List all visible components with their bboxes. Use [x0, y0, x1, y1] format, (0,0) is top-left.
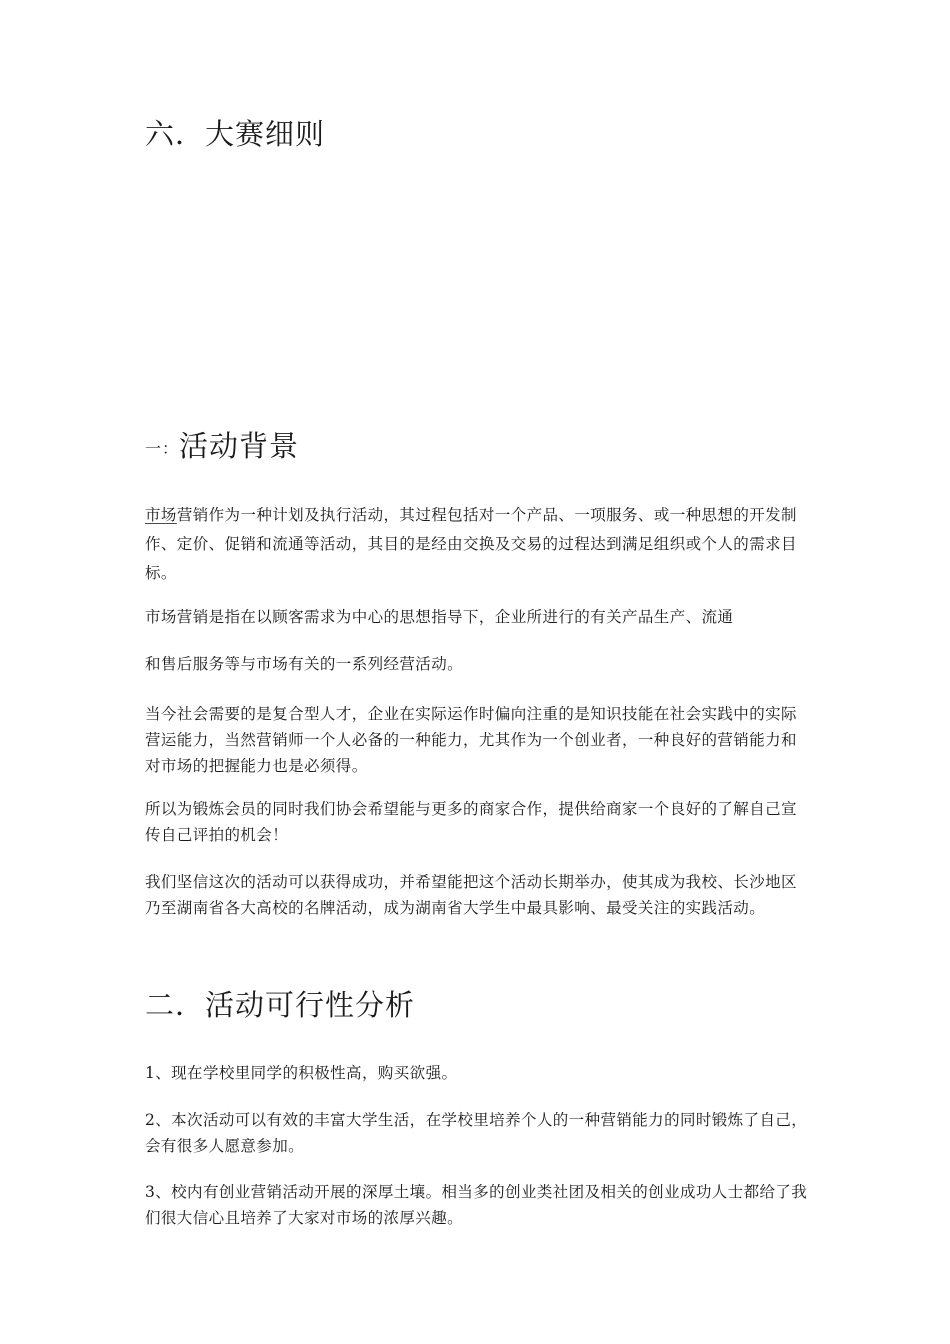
heading-feasibility-analysis: 二．活动可行性分析 — [145, 988, 416, 1022]
paragraph-marketing-meaning-line2: 和售后服务等与市场有关的一系列经营活动。 — [145, 655, 464, 673]
paragraph-talent-needs: 当今社会需要的是复合型人才，企业在实际运作时偏向注重的是知识技能在社会实践中的实际营运能力，当然营销师一个人必备的一种能力，尤其作为一个创业者，一种良好的营销能力和对市场的把握能力也是必须得。 — [145, 705, 797, 775]
paragraph-marketing-meaning-line1: 市场营销是指在以顾客需求为中心的思想指导下，企业所进行的有关产品生产、流通 — [145, 608, 734, 626]
market-link[interactable]: 市场 — [145, 506, 177, 524]
heading-prefix: 一： — [145, 439, 180, 458]
paragraph-confidence: 我们坚信这次的活动可以获得成功，并希望能把这个活动长期举办，使其成为我校、长沙地区乃至湖南省各大高校的名牌活动，成为湖南省大学生中最具影响、最受关注的实践活动。 — [145, 873, 797, 917]
heading-activity-background — [145, 424, 299, 465]
list-item-1: 1、现在学校里同学的积极性高，购买欲强。 — [145, 1064, 458, 1082]
heading-competition-rules: 六．大赛细则 — [145, 117, 326, 151]
list-item-2: 2、本次活动可以有效的丰富大学生活，在学校里培养个人的一种营销能力的同时锻炼了自己，会有很多人愿意参加。 — [145, 1111, 808, 1155]
paragraph-cooperation: 所以为锻炼会员的同时我们协会希望能与更多的商家合作，提供给商家一个良好的了解自己宣传自己评拍的机会！ — [145, 800, 797, 844]
heading-text: 活动背景 — [179, 429, 300, 463]
list-item-3: 3、校内有创业营销活动开展的深厚土壤。相当多的创业类社团及相关的创业成功人士都给了我们很大信心且培养了大家对市场的浓厚兴趣。 — [145, 1183, 808, 1227]
paragraph-text: 营销作为一种计划及执行活动，其过程包括对一个产品、一项服务、或一种思想的开发制作、定价、促销和流通等活动，其目的是经由交换及交易的过程达到满足组织或个人的需求目标。 — [145, 506, 797, 582]
paragraph-marketing-definition — [145, 501, 810, 588]
